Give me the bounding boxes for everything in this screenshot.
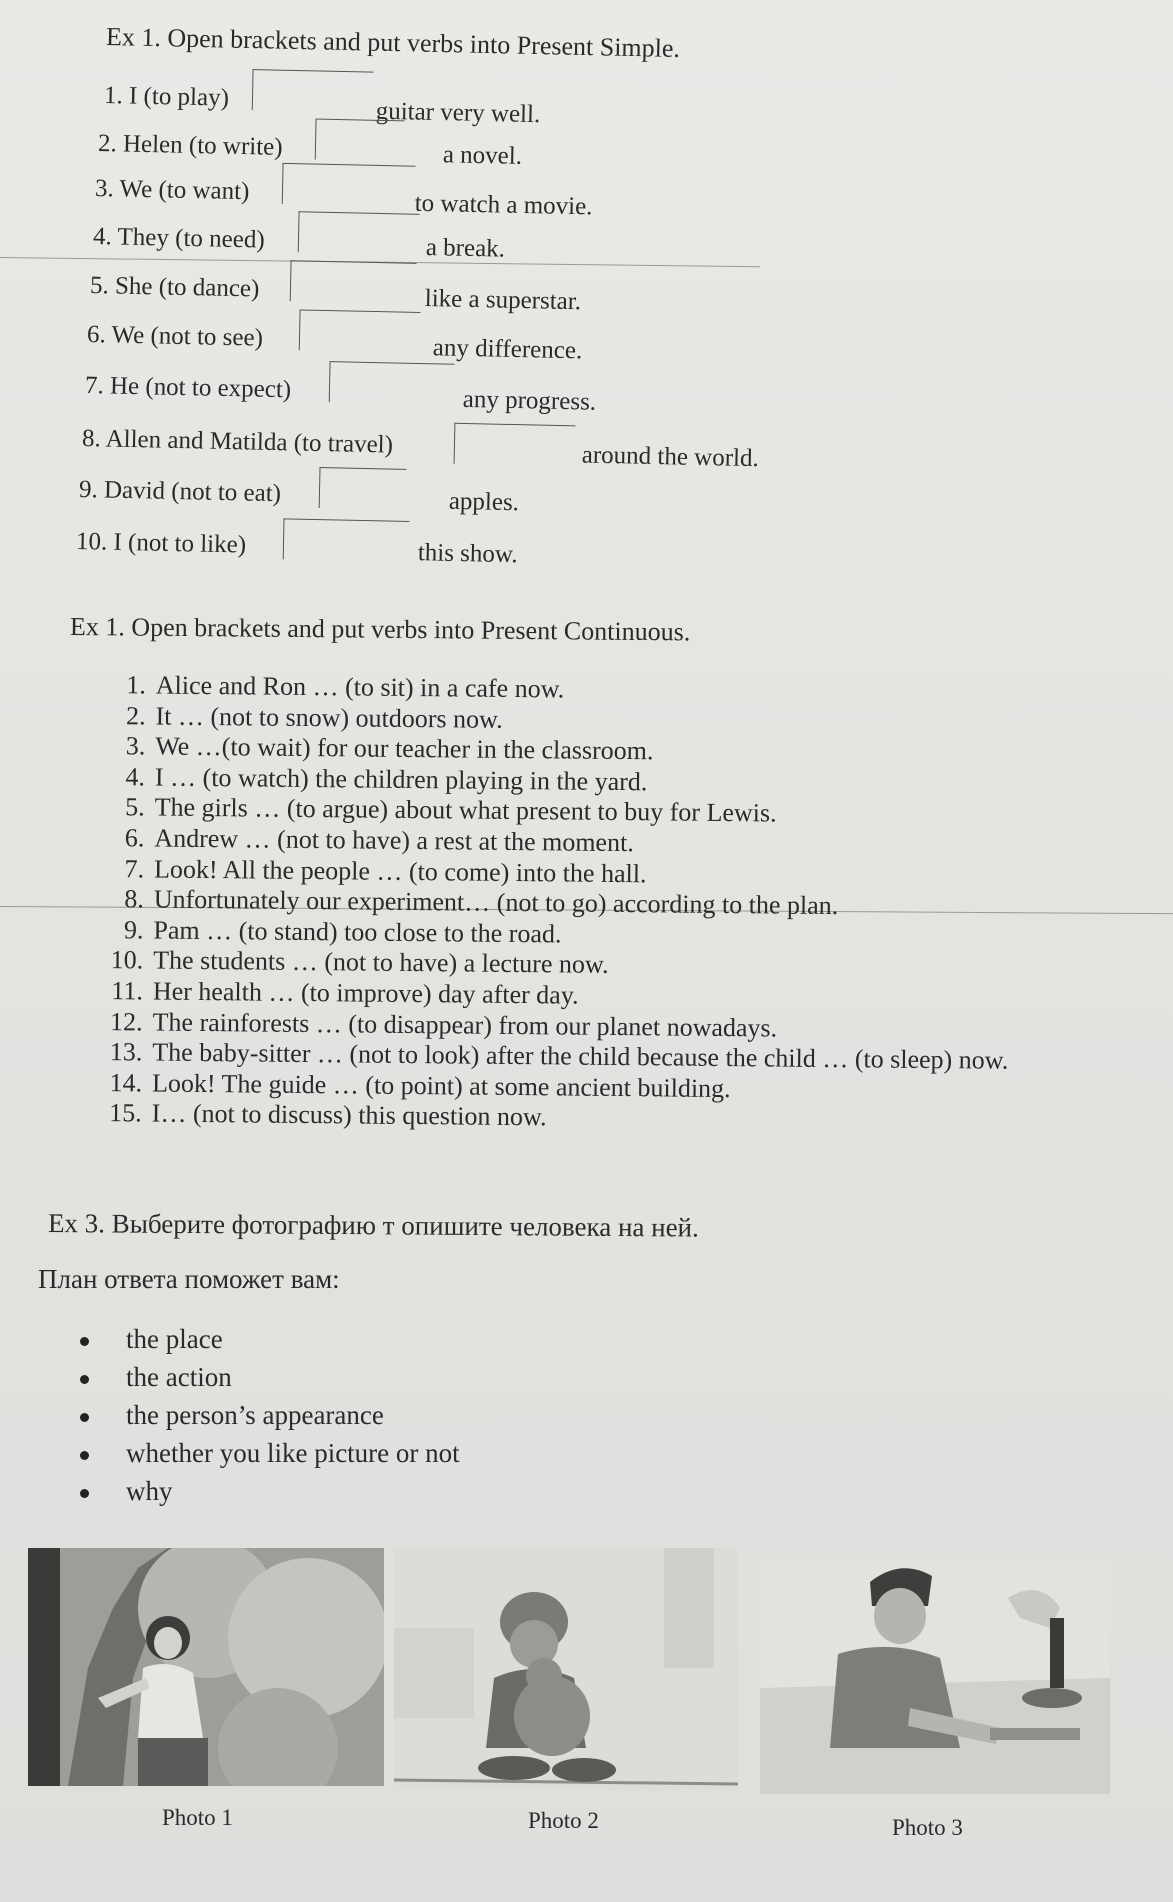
boy-with-microscope-photo (760, 1558, 1110, 1794)
ex1-prompt: 1. I (to play) (103, 82, 230, 112)
list-item: the person’s appearance (80, 1396, 460, 1434)
list-item: 6. Andrew … (not to have) a rest at the moment. (124, 823, 634, 858)
photo-caption: Photo 1 (162, 1805, 233, 1830)
ex1-item (97, 130, 523, 170)
ex1-item (94, 175, 593, 221)
list-item: 14. Look! The guide … (to point) at some ancient building. (109, 1067, 731, 1103)
list-item: 12. The rainforests … (to disappear) from our planet nowadays. (109, 1006, 778, 1043)
answer-blank[interactable] (454, 423, 576, 467)
ex1-prompt: 3. We (to want) (94, 175, 250, 206)
ex1-item (89, 272, 582, 316)
answer-blank[interactable] (329, 361, 455, 405)
list-item: 15. I… (not to discuss) this question now. (109, 1098, 547, 1132)
photo-2-drawing (394, 1548, 738, 1790)
ex1-item (103, 82, 541, 129)
ex1-rest: a break. (425, 233, 506, 263)
ex1-rest: like a superstar. (424, 285, 582, 316)
child-with-teddy-bear-photo (394, 1548, 738, 1790)
list-item: 4. I … (to watch) the children playing in the yard. (125, 762, 648, 797)
list-item: 1. Alice and Ron … (to sit) in a cafe now. (126, 670, 565, 704)
photo-1-drawing (28, 1548, 384, 1786)
photo-caption: Photo 3 (892, 1815, 963, 1840)
ex2-heading: Ex 1. Open brackets and put verbs into Present Continuous. (69, 612, 691, 647)
list-item: whether you like picture or not (80, 1434, 460, 1472)
answer-blank[interactable] (282, 163, 416, 207)
ex3-plan: План ответа поможет вам: (38, 1264, 340, 1294)
bullet-icon (80, 1337, 89, 1346)
list-item: 11. Her health … (to improve) day after day. (111, 976, 579, 1010)
ex1-rest: guitar very well. (375, 97, 541, 129)
ex1-heading: Ex 1. Open brackets and put verbs into Present Simple. (105, 22, 681, 64)
bullet-icon (80, 1489, 89, 1498)
ex1-item (81, 425, 760, 473)
bullet-icon (80, 1375, 89, 1384)
ex1-rest: this show. (417, 539, 518, 569)
list-item: the place (80, 1320, 460, 1358)
ex1-prompt: 10. I (not to like) (75, 528, 247, 559)
answer-blank[interactable] (290, 260, 417, 304)
answer-blank[interactable] (319, 467, 407, 510)
list-item: 2. It … (not to snow) outdoors now. (125, 700, 503, 734)
ex3-bullet-list (80, 1320, 460, 1510)
ex1-rest: any difference. (432, 334, 583, 365)
answer-blank[interactable] (315, 119, 405, 162)
ex1-prompt: 9. David (not to eat) (78, 476, 282, 508)
ex1-prompt: 7. He (not to expect) (84, 372, 292, 404)
ex1-rest: any progress. (462, 385, 597, 416)
list-item: 5. The girls … (to argue) about what present to buy for Lewis. (125, 792, 777, 828)
list-item: 8. Unfortunately our experiment… (not to go) according to the plan. (124, 884, 839, 921)
ex1-rest: around the world. (581, 441, 760, 473)
list-item: the action (80, 1358, 460, 1396)
answer-blank[interactable] (298, 211, 420, 255)
ex3-heading: Ex 3. Выберите фотографию т опишите человека на ней. (47, 1208, 699, 1243)
list-item: why (80, 1472, 460, 1510)
ex1-item (86, 321, 583, 365)
bullet-icon (80, 1413, 89, 1422)
ex1-item (84, 372, 597, 416)
ex1-rest: to watch a movie. (414, 189, 593, 221)
bullet-icon (80, 1451, 89, 1460)
ex1-item (92, 223, 506, 263)
ex1-item (78, 476, 520, 517)
girl-on-tree-photo (28, 1548, 384, 1786)
list-item: 9. Pam … (to stand) too close to the road. (123, 914, 562, 949)
ex1-rest: apples. (448, 487, 520, 517)
ex1-prompt: 4. They (to need) (92, 223, 265, 254)
list-item: 3. We …(to wait) for our teacher in the classroom. (125, 731, 654, 766)
ex1-item (75, 528, 518, 569)
list-item: 13. The baby-sitter … (not to look) after the child because the child … (to sleep) now. (109, 1037, 1009, 1075)
ex2-list (96, 670, 1012, 1138)
ex1-prompt: 6. We (not to see) (86, 321, 264, 352)
ex1-prompt: 2. Helen (to write) (97, 130, 283, 161)
ex1-prompt: 5. She (to dance) (89, 272, 260, 303)
ex1-prompt: 8. Allen and Matilda (to travel) (81, 425, 394, 459)
photo-3-drawing (760, 1558, 1110, 1794)
ex1-rest: a novel. (442, 141, 523, 170)
photo-caption: Photo 2 (528, 1808, 599, 1833)
answer-blank[interactable] (299, 309, 421, 353)
answer-blank[interactable] (252, 69, 374, 113)
list-item: 10. The students … (not to have) a lecture now. (110, 945, 609, 980)
list-item: 7. Look! All the people … (to come) into the hall. (124, 853, 647, 888)
answer-blank[interactable] (283, 518, 410, 562)
